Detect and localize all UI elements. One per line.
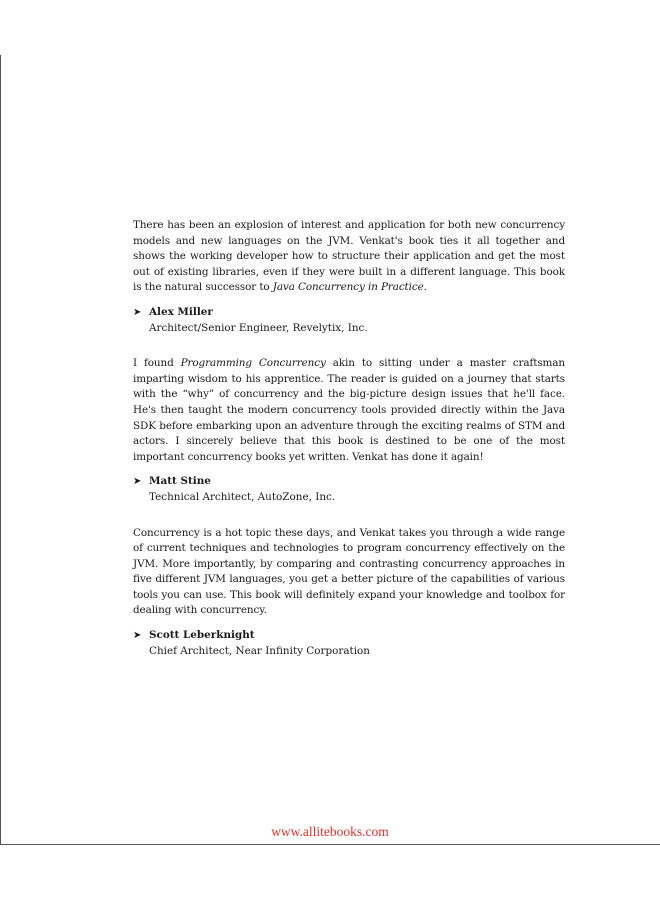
testimonial-block: [133, 526, 565, 660]
testimonial-quote: [133, 526, 565, 620]
testimonial-attribution: [133, 305, 565, 336]
footer-website-link[interactable]: www.allitebooks.com: [271, 824, 389, 839]
arrow-bullet-icon: ➤: [133, 630, 142, 642]
page-left-edge: [0, 55, 1, 845]
quote-text: There has been an explosion of interest and application for both new concurrency models and new languages on the JVM. Venkat's book ties it all together and shows the working developer how to structure their application and get the most out of existing libraries, even if they were built in a different language. This book is the natural successor to: [133, 219, 565, 294]
quote-text: .: [423, 281, 427, 294]
author-name: Scott Leberknight: [149, 629, 255, 642]
testimonial-quote: [133, 356, 565, 465]
author-name: Matt Stine: [149, 475, 211, 488]
author-name: Alex Miller: [149, 305, 213, 318]
author-role: Architect/Senior Engineer, Revelytix, Inc.: [149, 321, 368, 334]
testimonial-block: [133, 356, 565, 505]
testimonial-block: [133, 218, 565, 336]
book-title: Programming Concurrency: [180, 357, 326, 370]
arrow-bullet-icon: ➤: [133, 476, 142, 488]
quote-text: I found: [133, 357, 181, 370]
quote-text: akin to sitting under a master craftsman imparting wisdom to his apprentice. The reader is guided on a journey that starts with the “why” of concurrency and the big-picture design issues that he'll face. He's then taught the modern concurrency tools provided directly within the Java SDK before embarking upon an adventure through the exciting realms of STM and actors. I sincerely believe that this book is destined to be one of the most important concurrency books yet written. Venkat has done it again!: [133, 357, 565, 463]
arrow-bullet-icon: ➤: [133, 306, 142, 318]
author-role: Chief Architect, Near Infinity Corporation: [149, 644, 370, 657]
author-role: Technical Architect, AutoZone, Inc.: [149, 490, 336, 503]
quote-text: Concurrency is a hot topic these days, and Venkat takes you through a wide range of current techniques and technologies to program concurrency effectively on the JVM. More importantly, by comparing and contrasting concurrency approaches in five different JVM languages, you get a better picture of the capabilities of various tools you can use. This book will definitely expand your knowledge and toolbox for dealing with concurrency.: [133, 526, 565, 617]
testimonial-attribution: [133, 474, 565, 505]
testimonial-attribution: [133, 628, 565, 659]
book-title: Java Concurrency in Practice: [272, 281, 424, 294]
praise-content: [133, 218, 565, 679]
testimonial-quote: [133, 218, 565, 296]
page-bottom-edge: [0, 844, 660, 845]
